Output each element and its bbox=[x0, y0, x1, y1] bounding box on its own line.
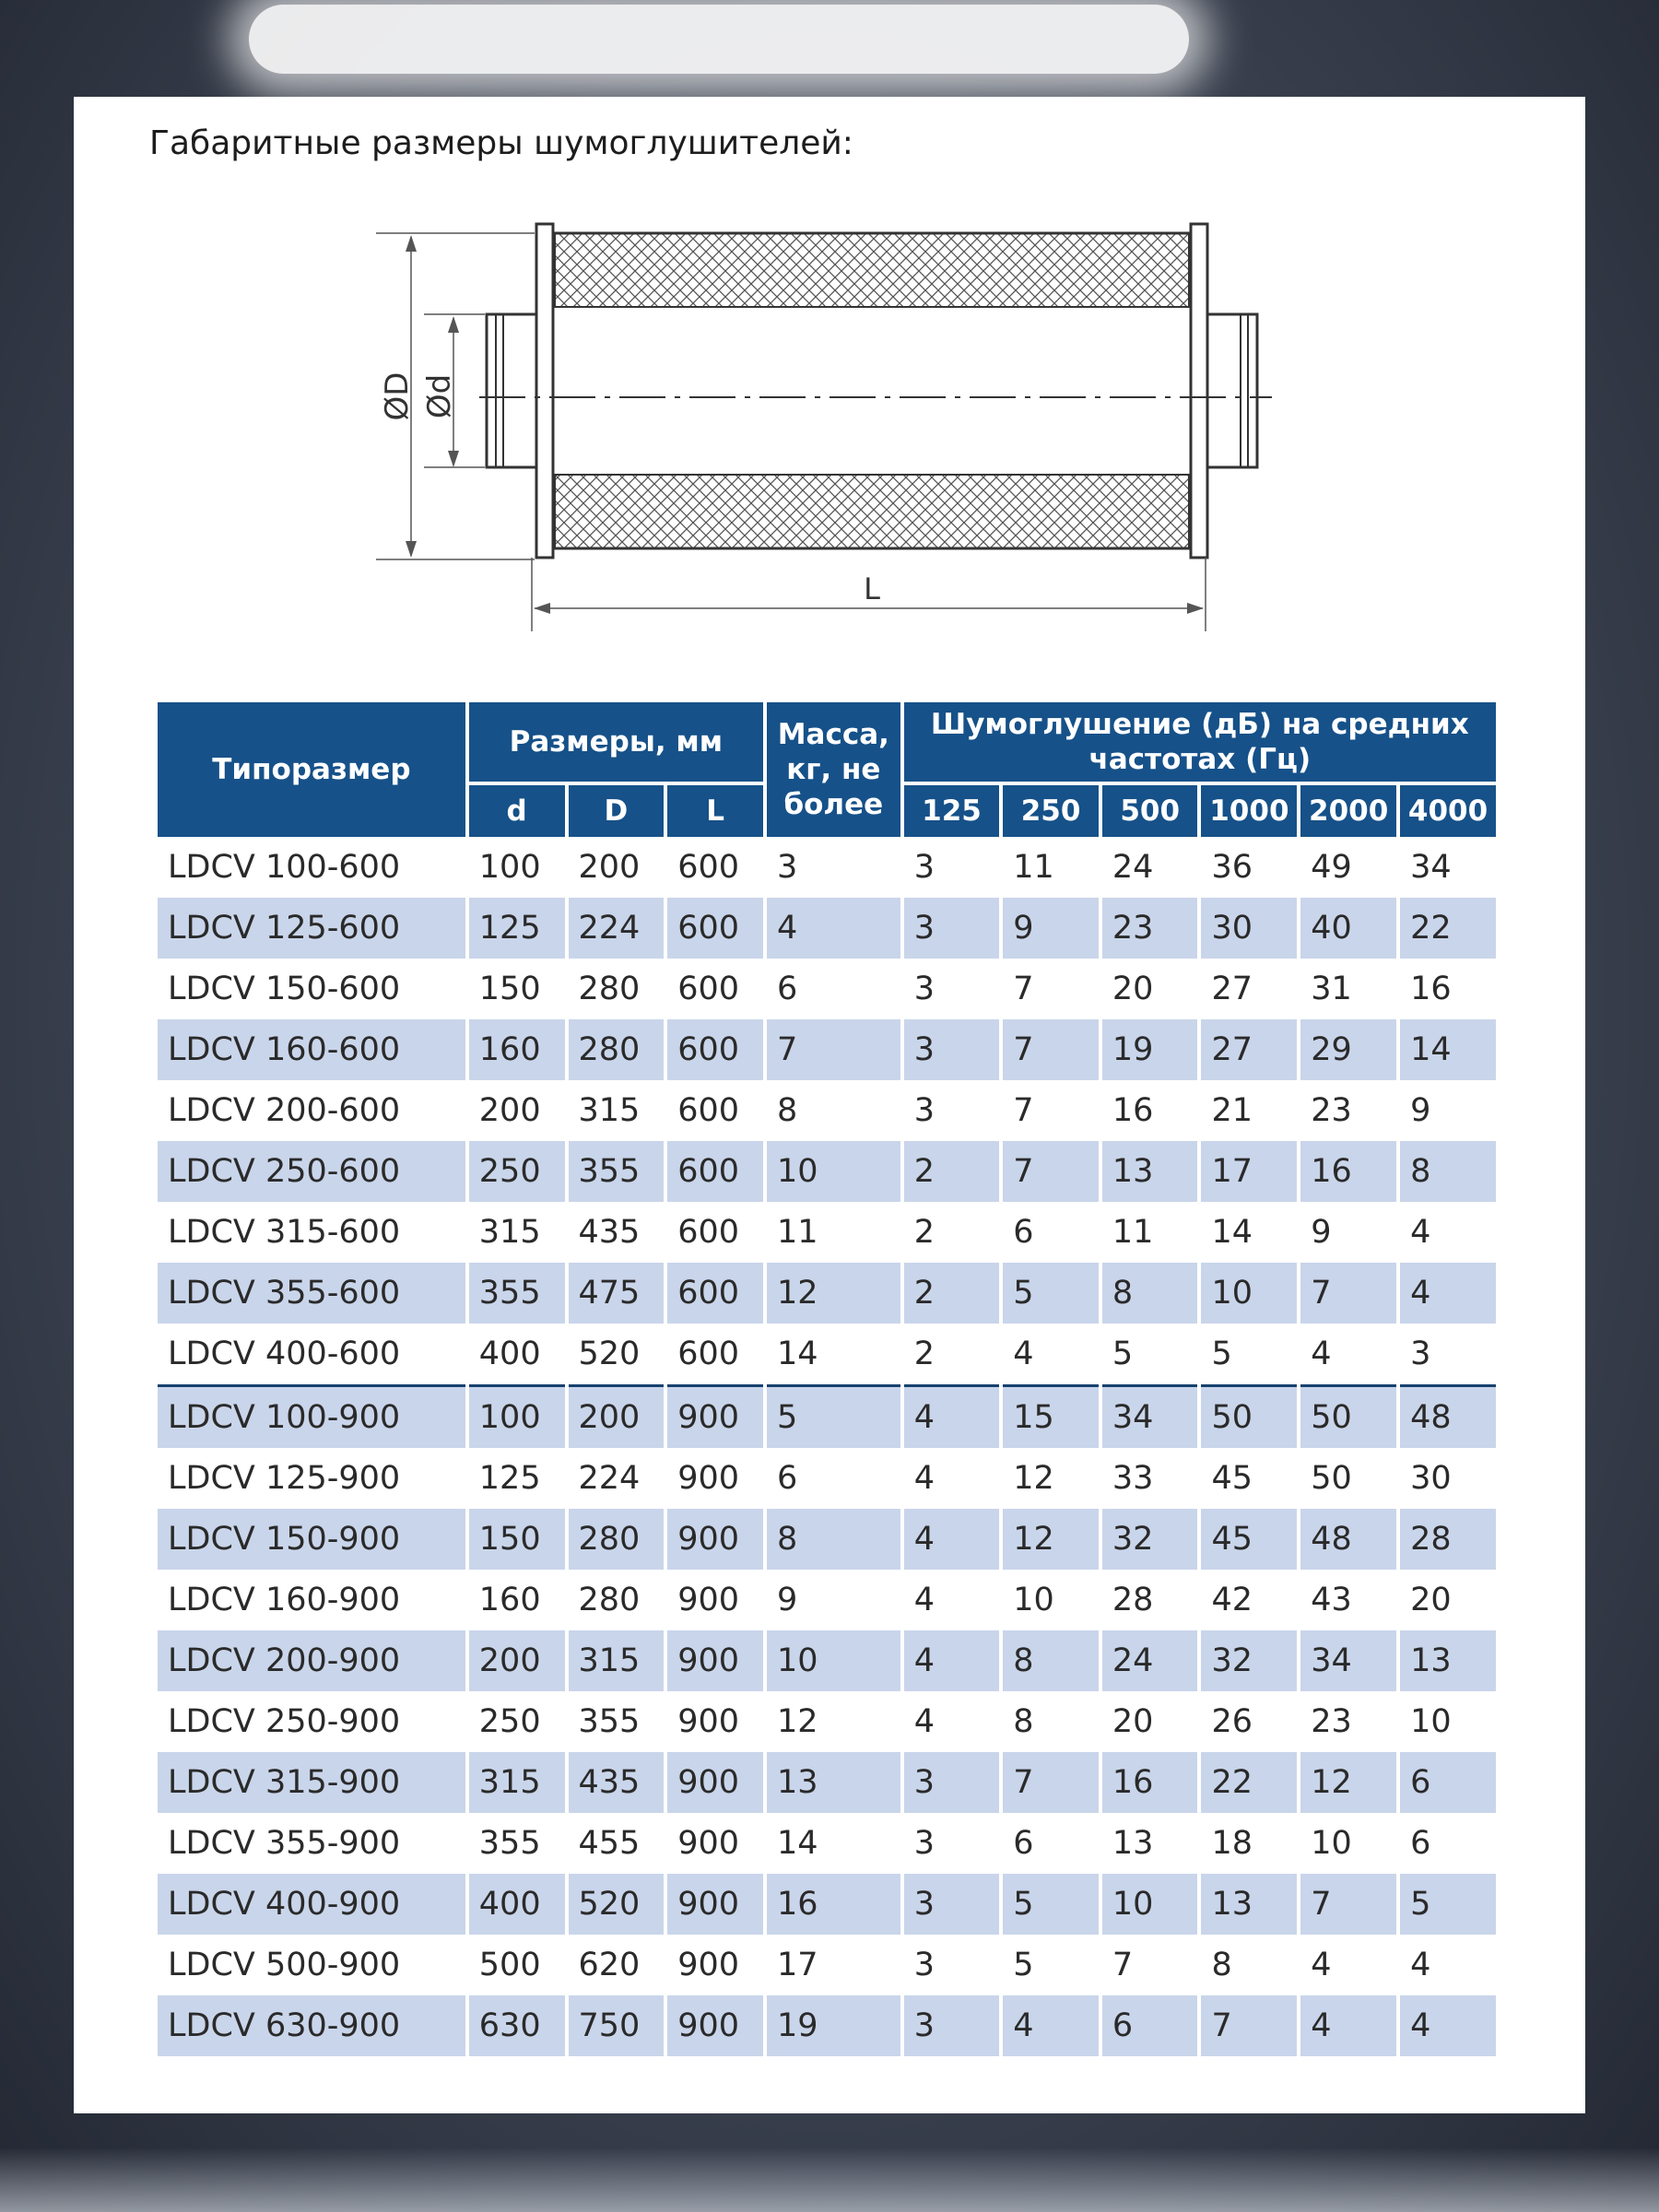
cell-attenuation-1000: 21 bbox=[1211, 1092, 1253, 1129]
cell-attenuation-500: 33 bbox=[1112, 1460, 1154, 1497]
cell-attenuation-250: 12 bbox=[1013, 1460, 1054, 1497]
header-freq-250: 250 bbox=[1003, 782, 1099, 837]
cell-attenuation-1000: 45 bbox=[1201, 1509, 1297, 1570]
cell-L: 900 bbox=[667, 1752, 763, 1813]
cell-attenuation-500: 34 bbox=[1102, 1384, 1198, 1448]
header-model: Типоразмер bbox=[158, 702, 465, 837]
cell-L: 600 bbox=[667, 1263, 763, 1324]
cell-attenuation-4000: 3 bbox=[1410, 1335, 1431, 1372]
cell-attenuation-2000: 31 bbox=[1311, 971, 1352, 1007]
cell-mass: 8 bbox=[767, 1509, 900, 1570]
cell-attenuation-2000: 4 bbox=[1300, 1995, 1396, 2056]
cell-attenuation-250: 4 bbox=[1003, 1995, 1099, 2056]
cell-D: 224 bbox=[569, 898, 665, 959]
specification-table bbox=[154, 702, 1500, 2056]
cell-model: LDCV 150-600 bbox=[168, 971, 401, 1007]
cell-mass: 7 bbox=[767, 1019, 900, 1080]
cell-attenuation-500: 16 bbox=[1112, 1092, 1154, 1129]
cell-model: LDCV 250-600 bbox=[158, 1141, 465, 1202]
cell-model: LDCV 150-900 bbox=[158, 1509, 465, 1570]
header-d: d bbox=[469, 782, 565, 837]
table-row bbox=[158, 1752, 1496, 1813]
cell-attenuation-4000: 4 bbox=[1400, 1263, 1496, 1324]
silencer-drawing bbox=[74, 97, 1585, 668]
cell-model: LDCV 500-900 bbox=[168, 1947, 401, 1983]
cell-attenuation-4000: 16 bbox=[1410, 971, 1452, 1007]
cell-attenuation-125: 2 bbox=[904, 1141, 1000, 1202]
cell-attenuation-250: 5 bbox=[1003, 1874, 1099, 1935]
cell-attenuation-500: 24 bbox=[1102, 1630, 1198, 1691]
table-row bbox=[158, 1263, 1496, 1324]
cell-attenuation-250: 7 bbox=[1003, 1019, 1099, 1080]
cell-d: 100 bbox=[469, 1384, 565, 1448]
cell-attenuation-500: 16 bbox=[1102, 1752, 1198, 1813]
cell-attenuation-500: 24 bbox=[1112, 849, 1154, 886]
cell-attenuation-250: 5 bbox=[1013, 1947, 1034, 1983]
cell-attenuation-1000: 32 bbox=[1201, 1630, 1297, 1691]
insulation-bottom bbox=[555, 475, 1189, 548]
cell-attenuation-125: 4 bbox=[904, 1630, 1000, 1691]
cell-mass: 4 bbox=[767, 898, 900, 959]
cell-d: 200 bbox=[469, 1630, 565, 1691]
cell-attenuation-500: 8 bbox=[1102, 1263, 1198, 1324]
cell-attenuation-2000: 4 bbox=[1311, 1947, 1332, 1983]
table-row bbox=[158, 1141, 1496, 1202]
cell-mass: 12 bbox=[767, 1263, 900, 1324]
cell-attenuation-125: 3 bbox=[904, 1752, 1000, 1813]
cell-attenuation-500: 5 bbox=[1112, 1335, 1134, 1372]
table-row bbox=[158, 898, 1496, 959]
cell-d: 125 bbox=[478, 1460, 541, 1497]
cell-d: 250 bbox=[478, 1703, 541, 1740]
cell-mass: 11 bbox=[776, 1214, 818, 1251]
header-freq-125: 125 bbox=[904, 782, 1000, 837]
header-freq-4000: 4000 bbox=[1400, 782, 1496, 837]
cell-attenuation-500: 19 bbox=[1102, 1019, 1198, 1080]
cell-attenuation-2000: 49 bbox=[1311, 849, 1352, 886]
diameter-D-label: ØD bbox=[379, 371, 416, 421]
cell-attenuation-2000: 23 bbox=[1311, 1703, 1352, 1740]
cell-d: 125 bbox=[469, 898, 565, 959]
cell-d: 150 bbox=[469, 1509, 565, 1570]
table-row bbox=[158, 1324, 1496, 1384]
table-row bbox=[158, 1995, 1496, 2056]
cell-attenuation-125: 3 bbox=[913, 1947, 935, 1983]
cell-attenuation-4000: 8 bbox=[1400, 1141, 1496, 1202]
cell-mass: 16 bbox=[767, 1874, 900, 1935]
cell-attenuation-125: 4 bbox=[913, 1582, 935, 1618]
cell-attenuation-2000: 12 bbox=[1300, 1752, 1396, 1813]
cell-attenuation-125: 4 bbox=[913, 1703, 935, 1740]
cell-model: LDCV 355-600 bbox=[158, 1263, 465, 1324]
header-freq-1000: 1000 bbox=[1201, 782, 1297, 837]
cell-attenuation-1000: 42 bbox=[1211, 1582, 1253, 1618]
cell-attenuation-125: 3 bbox=[904, 1874, 1000, 1935]
cell-attenuation-125: 3 bbox=[904, 1019, 1000, 1080]
bottom-light-glare bbox=[0, 2147, 1659, 2212]
cell-attenuation-2000: 40 bbox=[1300, 898, 1396, 959]
table-row bbox=[158, 1874, 1496, 1935]
cell-attenuation-250: 7 bbox=[1013, 971, 1034, 1007]
cell-D: 520 bbox=[569, 1874, 665, 1935]
cell-attenuation-500: 20 bbox=[1112, 971, 1154, 1007]
cell-attenuation-1000: 14 bbox=[1211, 1214, 1253, 1251]
table-row bbox=[158, 1080, 1496, 1141]
cell-d: 160 bbox=[478, 1582, 541, 1618]
table-row bbox=[158, 1202, 1496, 1263]
cell-D: 355 bbox=[578, 1703, 641, 1740]
cell-attenuation-500: 10 bbox=[1102, 1874, 1198, 1935]
cell-D: 315 bbox=[578, 1092, 641, 1129]
cell-model: LDCV 100-600 bbox=[168, 849, 401, 886]
cell-attenuation-500: 28 bbox=[1112, 1582, 1154, 1618]
cell-mass: 6 bbox=[776, 1460, 798, 1497]
cell-attenuation-2000: 29 bbox=[1300, 1019, 1396, 1080]
cell-L: 600 bbox=[677, 849, 740, 886]
cell-attenuation-1000: 8 bbox=[1211, 1947, 1232, 1983]
cell-d: 150 bbox=[478, 971, 541, 1007]
cell-attenuation-4000: 5 bbox=[1400, 1874, 1496, 1935]
cell-attenuation-4000: 9 bbox=[1410, 1092, 1431, 1129]
cell-model: LDCV 315-600 bbox=[168, 1214, 401, 1251]
cell-mass: 5 bbox=[767, 1384, 900, 1448]
cell-mass: 13 bbox=[767, 1752, 900, 1813]
cell-attenuation-2000: 10 bbox=[1311, 1825, 1352, 1862]
cell-attenuation-500: 11 bbox=[1112, 1214, 1154, 1251]
cell-attenuation-4000: 48 bbox=[1400, 1384, 1496, 1448]
cell-attenuation-1000: 36 bbox=[1211, 849, 1253, 886]
cell-attenuation-125: 3 bbox=[904, 1995, 1000, 2056]
cell-model: LDCV 355-900 bbox=[168, 1825, 401, 1862]
cell-attenuation-500: 20 bbox=[1112, 1703, 1154, 1740]
cell-attenuation-4000: 6 bbox=[1400, 1752, 1496, 1813]
cell-D: 355 bbox=[569, 1141, 665, 1202]
cell-attenuation-250: 15 bbox=[1003, 1384, 1099, 1448]
cell-d: 355 bbox=[469, 1263, 565, 1324]
cell-d: 400 bbox=[478, 1335, 541, 1372]
cell-L: 600 bbox=[677, 1214, 740, 1251]
cell-attenuation-1000: 27 bbox=[1201, 1019, 1297, 1080]
header-L: L bbox=[667, 782, 763, 837]
cell-mass: 8 bbox=[776, 1092, 798, 1129]
cell-attenuation-125: 4 bbox=[913, 1460, 935, 1497]
flange-left bbox=[536, 224, 553, 558]
table-row bbox=[158, 959, 1496, 1019]
cell-model: LDCV 100-900 bbox=[158, 1384, 465, 1448]
cell-mass: 3 bbox=[776, 849, 798, 886]
cell-mass: 12 bbox=[776, 1703, 818, 1740]
cell-attenuation-2000: 9 bbox=[1311, 1214, 1332, 1251]
cell-attenuation-1000: 7 bbox=[1201, 1995, 1297, 2056]
table-row bbox=[158, 1813, 1496, 1874]
cell-mass: 10 bbox=[767, 1141, 900, 1202]
cell-attenuation-250: 10 bbox=[1013, 1582, 1054, 1618]
cell-attenuation-4000: 30 bbox=[1410, 1460, 1452, 1497]
cell-attenuation-1000: 17 bbox=[1201, 1141, 1297, 1202]
table-row bbox=[158, 1448, 1496, 1509]
cell-d: 355 bbox=[478, 1825, 541, 1862]
header-attenuation: Шумоглушение (дБ) на средних частотах (Гц) bbox=[904, 702, 1496, 782]
cell-attenuation-250: 11 bbox=[1013, 849, 1054, 886]
cell-attenuation-500: 23 bbox=[1102, 898, 1198, 959]
cell-L: 600 bbox=[667, 898, 763, 959]
cell-attenuation-250: 7 bbox=[1013, 1092, 1034, 1129]
cell-attenuation-1000: 50 bbox=[1201, 1384, 1297, 1448]
cell-attenuation-4000: 10 bbox=[1410, 1703, 1452, 1740]
diameter-d-label: Ød bbox=[421, 373, 458, 419]
cell-model: LDCV 315-900 bbox=[158, 1752, 465, 1813]
cell-attenuation-250: 12 bbox=[1003, 1509, 1099, 1570]
page-title: Габаритные размеры шумоглушителей: bbox=[149, 124, 853, 162]
cell-attenuation-250: 4 bbox=[1013, 1335, 1034, 1372]
cell-model: LDCV 160-900 bbox=[168, 1582, 401, 1618]
cell-attenuation-125: 2 bbox=[913, 1335, 935, 1372]
table-row bbox=[158, 837, 1496, 898]
cell-attenuation-2000: 7 bbox=[1300, 1263, 1396, 1324]
top-light-glare bbox=[249, 5, 1189, 74]
cell-d: 250 bbox=[469, 1141, 565, 1202]
cell-attenuation-2000: 4 bbox=[1311, 1335, 1332, 1372]
cell-mass: 14 bbox=[776, 1335, 818, 1372]
cell-attenuation-1000: 22 bbox=[1201, 1752, 1297, 1813]
cell-model: LDCV 400-600 bbox=[168, 1335, 401, 1372]
cell-attenuation-125: 4 bbox=[904, 1509, 1000, 1570]
cell-attenuation-125: 3 bbox=[913, 971, 935, 1007]
cell-attenuation-2000: 7 bbox=[1300, 1874, 1396, 1935]
cell-D: 620 bbox=[578, 1947, 641, 1983]
cell-model: LDCV 250-900 bbox=[168, 1703, 401, 1740]
table-row bbox=[158, 1630, 1496, 1691]
cell-attenuation-250: 8 bbox=[1003, 1630, 1099, 1691]
cell-model: LDCV 200-600 bbox=[168, 1092, 401, 1129]
cell-mass: 17 bbox=[776, 1947, 818, 1983]
cell-L: 900 bbox=[677, 1947, 740, 1983]
cell-D: 200 bbox=[578, 849, 641, 886]
cell-attenuation-125: 3 bbox=[913, 849, 935, 886]
cell-L: 900 bbox=[667, 1874, 763, 1935]
nipple-right bbox=[1207, 314, 1257, 467]
cell-attenuation-4000: 34 bbox=[1410, 849, 1452, 886]
cell-attenuation-2000: 50 bbox=[1300, 1384, 1396, 1448]
cell-L: 600 bbox=[667, 1141, 763, 1202]
cell-L: 600 bbox=[677, 1092, 740, 1129]
cell-attenuation-500: 6 bbox=[1102, 1995, 1198, 2056]
cell-mass: 10 bbox=[767, 1630, 900, 1691]
nipple-left bbox=[487, 314, 536, 467]
cell-attenuation-125: 3 bbox=[913, 1092, 935, 1129]
table-row bbox=[158, 1691, 1496, 1752]
cell-D: 455 bbox=[578, 1825, 641, 1862]
header-dimensions: Размеры, мм bbox=[469, 702, 763, 782]
cell-L: 900 bbox=[667, 1509, 763, 1570]
table-row bbox=[158, 1019, 1496, 1080]
cell-L: 900 bbox=[667, 1630, 763, 1691]
cell-attenuation-250: 6 bbox=[1013, 1214, 1034, 1251]
cell-attenuation-4000: 4 bbox=[1400, 1995, 1496, 2056]
cell-attenuation-500: 13 bbox=[1102, 1141, 1198, 1202]
length-L-label: L bbox=[864, 571, 880, 606]
cell-d: 400 bbox=[469, 1874, 565, 1935]
cell-D: 475 bbox=[569, 1263, 665, 1324]
cell-attenuation-2000: 16 bbox=[1300, 1141, 1396, 1202]
header-freq-500: 500 bbox=[1102, 782, 1198, 837]
cell-attenuation-4000: 14 bbox=[1400, 1019, 1496, 1080]
cell-attenuation-250: 9 bbox=[1003, 898, 1099, 959]
cell-d: 315 bbox=[478, 1214, 541, 1251]
header-mass: Масса, кг, не более bbox=[767, 702, 900, 837]
cell-attenuation-1000: 5 bbox=[1211, 1335, 1232, 1372]
cell-mass: 19 bbox=[767, 1995, 900, 2056]
cell-attenuation-2000: 34 bbox=[1300, 1630, 1396, 1691]
cell-L: 900 bbox=[677, 1582, 740, 1618]
cell-attenuation-2000: 23 bbox=[1311, 1092, 1352, 1129]
cell-attenuation-250: 6 bbox=[1013, 1825, 1034, 1862]
cell-attenuation-1000: 45 bbox=[1211, 1460, 1253, 1497]
cell-D: 224 bbox=[578, 1460, 641, 1497]
cell-attenuation-1000: 26 bbox=[1211, 1703, 1253, 1740]
header-freq-2000: 2000 bbox=[1300, 782, 1396, 837]
cell-attenuation-125: 3 bbox=[913, 1825, 935, 1862]
table-row bbox=[158, 1384, 1496, 1448]
cell-attenuation-125: 2 bbox=[913, 1214, 935, 1251]
table-row bbox=[158, 1935, 1496, 1995]
cell-d: 500 bbox=[478, 1947, 541, 1983]
cell-model: LDCV 630-900 bbox=[158, 1995, 465, 2056]
cell-attenuation-4000: 4 bbox=[1410, 1947, 1431, 1983]
cell-model: LDCV 200-900 bbox=[158, 1630, 465, 1691]
cell-D: 315 bbox=[569, 1630, 665, 1691]
cell-attenuation-250: 7 bbox=[1003, 1141, 1099, 1202]
cell-L: 900 bbox=[677, 1825, 740, 1862]
table-row bbox=[158, 1570, 1496, 1630]
cell-D: 280 bbox=[578, 971, 641, 1007]
table-row bbox=[158, 1509, 1496, 1570]
cell-attenuation-250: 8 bbox=[1013, 1703, 1034, 1740]
cell-attenuation-4000: 4 bbox=[1410, 1214, 1431, 1251]
cell-attenuation-1000: 18 bbox=[1211, 1825, 1253, 1862]
cell-D: 435 bbox=[578, 1214, 641, 1251]
table-body bbox=[158, 837, 1496, 2056]
cell-attenuation-4000: 22 bbox=[1400, 898, 1496, 959]
cell-D: 280 bbox=[569, 1509, 665, 1570]
cell-attenuation-125: 4 bbox=[904, 1384, 1000, 1448]
cell-attenuation-4000: 28 bbox=[1400, 1509, 1496, 1570]
cell-attenuation-1000: 30 bbox=[1201, 898, 1297, 959]
cell-attenuation-500: 7 bbox=[1112, 1947, 1134, 1983]
cell-D: 200 bbox=[569, 1384, 665, 1448]
cell-D: 435 bbox=[569, 1752, 665, 1813]
cell-L: 600 bbox=[667, 1019, 763, 1080]
cell-attenuation-250: 7 bbox=[1003, 1752, 1099, 1813]
flange-right bbox=[1191, 224, 1207, 558]
cell-D: 750 bbox=[569, 1995, 665, 2056]
cell-mass: 9 bbox=[776, 1582, 798, 1618]
cell-D: 280 bbox=[578, 1582, 641, 1618]
cell-attenuation-2000: 50 bbox=[1311, 1460, 1352, 1497]
cell-model: LDCV 125-600 bbox=[158, 898, 465, 959]
header-D: D bbox=[569, 782, 665, 837]
cell-L: 600 bbox=[677, 1335, 740, 1372]
cell-d: 630 bbox=[469, 1995, 565, 2056]
cell-D: 520 bbox=[578, 1335, 641, 1372]
spec-sheet bbox=[74, 97, 1585, 2113]
cell-attenuation-4000: 6 bbox=[1410, 1825, 1431, 1862]
cell-L: 600 bbox=[677, 971, 740, 1007]
cell-L: 900 bbox=[677, 1460, 740, 1497]
cell-D: 280 bbox=[569, 1019, 665, 1080]
cell-L: 900 bbox=[677, 1703, 740, 1740]
cell-mass: 6 bbox=[776, 971, 798, 1007]
cell-d: 160 bbox=[469, 1019, 565, 1080]
cell-attenuation-2000: 43 bbox=[1311, 1582, 1352, 1618]
cell-L: 900 bbox=[667, 1995, 763, 2056]
cell-attenuation-1000: 10 bbox=[1201, 1263, 1297, 1324]
cell-attenuation-500: 32 bbox=[1102, 1509, 1198, 1570]
cell-model: LDCV 400-900 bbox=[158, 1874, 465, 1935]
cell-attenuation-125: 2 bbox=[904, 1263, 1000, 1324]
cell-attenuation-125: 3 bbox=[904, 898, 1000, 959]
cell-L: 900 bbox=[667, 1384, 763, 1448]
cell-attenuation-2000: 48 bbox=[1300, 1509, 1396, 1570]
cell-attenuation-500: 13 bbox=[1112, 1825, 1154, 1862]
cell-attenuation-4000: 20 bbox=[1410, 1582, 1452, 1618]
cell-model: LDCV 125-900 bbox=[168, 1460, 401, 1497]
cell-d: 100 bbox=[478, 849, 541, 886]
insulation-top bbox=[555, 233, 1189, 307]
cell-attenuation-250: 5 bbox=[1003, 1263, 1099, 1324]
cell-model: LDCV 160-600 bbox=[158, 1019, 465, 1080]
cell-attenuation-1000: 13 bbox=[1201, 1874, 1297, 1935]
cell-attenuation-4000: 13 bbox=[1400, 1630, 1496, 1691]
cell-mass: 14 bbox=[776, 1825, 818, 1862]
cell-d: 315 bbox=[469, 1752, 565, 1813]
cell-d: 200 bbox=[478, 1092, 541, 1129]
cell-attenuation-1000: 27 bbox=[1211, 971, 1253, 1007]
